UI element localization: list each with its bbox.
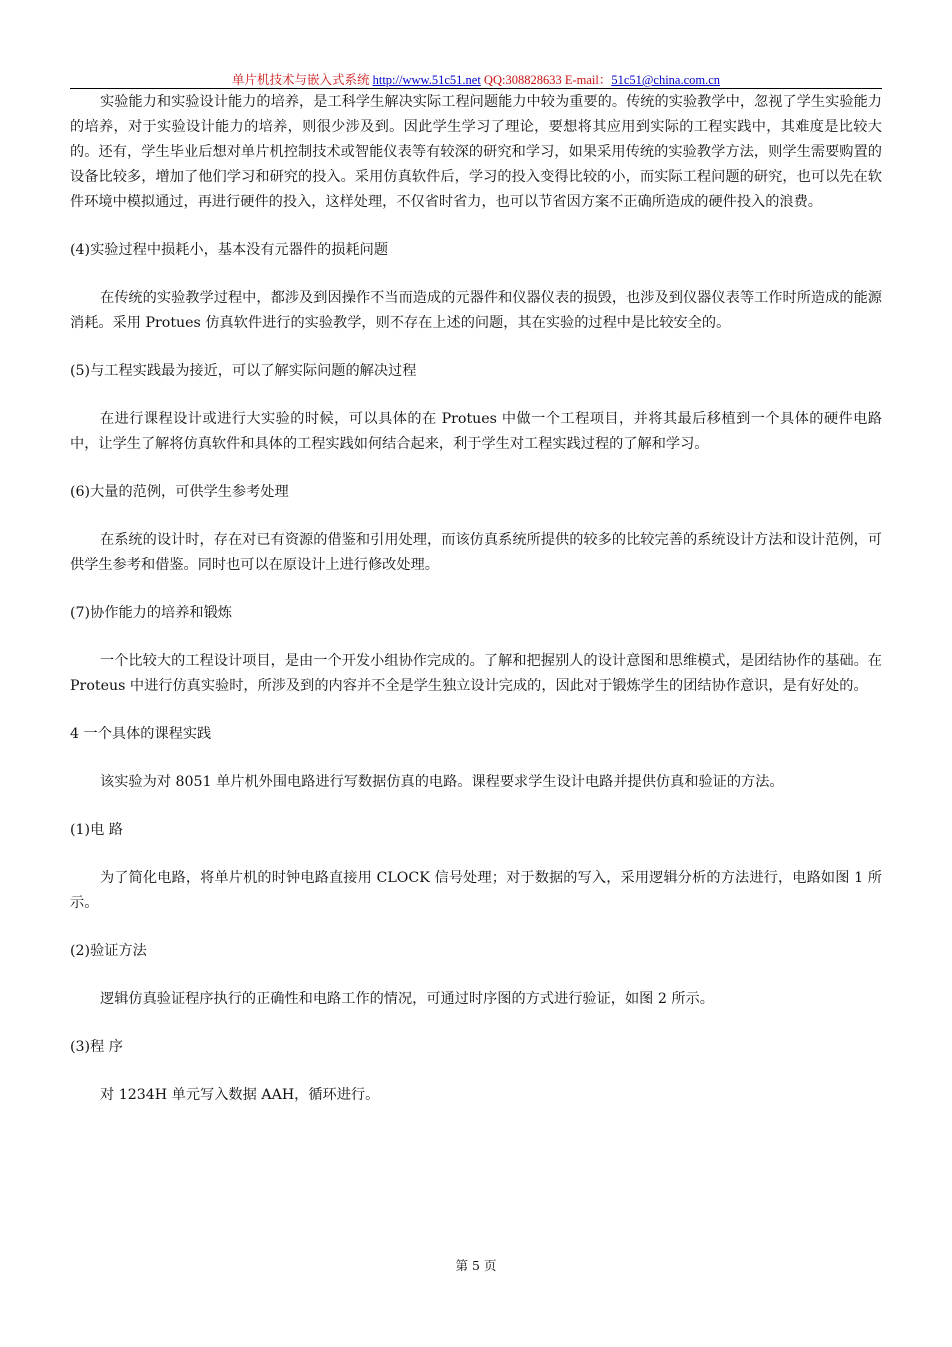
paragraph: 逻辑仿真验证程序执行的正确性和电路工作的情况，可通过时序图的方式进行验证，如图 2 所示。 xyxy=(100,991,714,1007)
paragraph: 一个比较大的工程设计项目，是由一个开发小组协作完成的。了解和把握别人的设计意图和思维模式，是团结协作的基础。在 Proteus 中进行仿真实验时，所涉及到的内容并不全是学生独立设计完成的，因此对于锻炼学生的团结协作意识，是有好处的。 xyxy=(70,653,882,694)
section-heading: (2)验证方法 xyxy=(70,943,147,959)
section-heading: (5)与工程实践最为接近，可以了解实际问题的解决过程 xyxy=(70,363,417,379)
section-heading: (4)实验过程中损耗小，基本没有元器件的损耗问题 xyxy=(70,242,389,258)
section-heading: (3)程 序 xyxy=(70,1039,123,1055)
page-number: 第 5 页 xyxy=(455,1258,497,1273)
paragraph: 在系统的设计时，存在对已有资源的借鉴和引用处理，而该仿真系统所提供的较多的比较完善的系统设计方法和设计范例，可供学生参考和借鉴。同时也可以在原设计上进行修改处理。 xyxy=(70,532,882,573)
paragraph: 在进行课程设计或进行大实验的时候，可以具体的在 Protues 中做一个工程项目，并将其最后移植到一个具体的硬件电路中，让学生了解将仿真软件和具体的工程实践如何结合起来，利于学生对工程实践过程的了解和学习。 xyxy=(70,411,882,452)
header-email-link[interactable]: 51c51@china.com.cn xyxy=(611,73,721,87)
header-email-label: E-mail： xyxy=(564,73,612,87)
body-content xyxy=(70,90,882,1108)
paragraph: 该实验为对 8051 单片机外围电路进行写数据仿真的电路。课程要求学生设计电路并提供仿真和验证的方法。 xyxy=(100,774,784,790)
paragraph: 实验能力和实验设计能力的培养，是工科学生解决实际工程问题能力中较为重要的。传统的实验教学中，忽视了学生实验能力的培养，对于实验设计能力的培养，则很少涉及到。因此学生学习了理论，要想将其应用到实际的工程实践中，其难度是比较大的。还有，学生毕业后想对单片机控制技术或智能仪表等有较深的研究和学习，如果采用传统的实验教学方法，则学生需要购置的设备比较多，增加了他们学习和研究的投入。采用仿真软件后，学习的投入变得比较的小，而实际工程问题的研究，也可以先在软件环境中模拟通过，再进行硬件的投入，这样处理，不仅省时省力，也可以节省因方案不正确所造成的硬件投入的浪费。 xyxy=(70,94,882,210)
section-heading: (7)协作能力的培养和锻炼 xyxy=(70,605,232,621)
paragraph: 对 1234H 单元写入数据 AAH，循环进行。 xyxy=(100,1087,380,1103)
header-rule xyxy=(70,88,882,89)
header-title: 单片机技术与嵌入式系统 xyxy=(231,73,370,87)
header-qq: QQ:308828633 xyxy=(483,73,562,87)
section-heading: (6)大量的范例，可供学生参考处理 xyxy=(70,484,289,500)
section-heading: (1)电 路 xyxy=(70,822,123,838)
paragraph: 在传统的实验教学过程中，都涉及到因操作不当而造成的元器件和仪器仪表的损毁，也涉及到仪器仪表等工作时所造成的能源消耗。采用 Protues 仿真软件进行的实验教学，则不存在上述的问题，其在实验的过程中是比较安全的。 xyxy=(70,290,882,331)
page-header xyxy=(70,70,882,88)
chapter-heading: 4 一个具体的课程实践 xyxy=(70,726,212,742)
header-url-link[interactable]: http://www.51c51.net xyxy=(372,73,481,87)
paragraph: 为了简化电路，将单片机的时钟电路直接用 CLOCK 信号处理；对于数据的写入，采用逻辑分析的方法进行，电路如图 1 所示。 xyxy=(70,870,882,911)
